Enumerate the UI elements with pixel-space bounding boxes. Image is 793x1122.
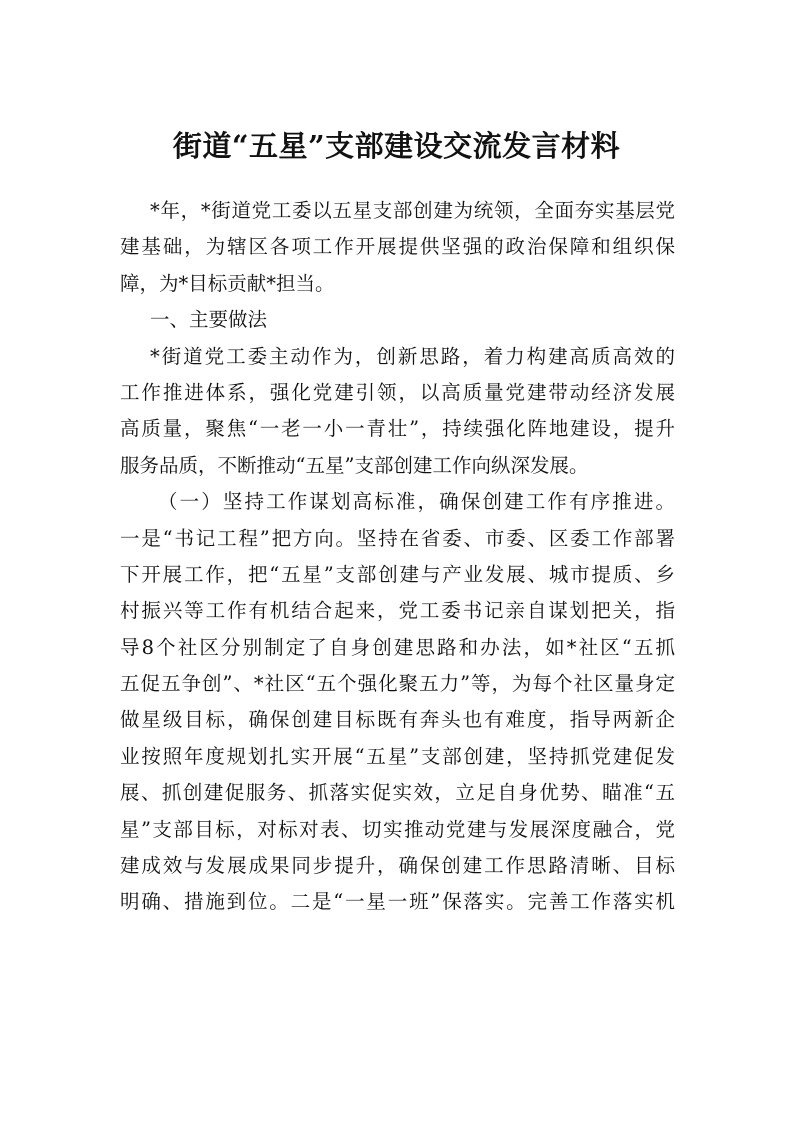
paragraph-line: 五促五争创”、*社区“五个强化聚五力”等，为每个社区量身定 bbox=[120, 672, 675, 696]
paragraph-line: 工作推进体系，强化党建引领，以高质量党建带动经济发展 bbox=[120, 380, 675, 404]
document-title: 街道“五星”支部建设交流发言材料 bbox=[172, 129, 621, 163]
paragraph-line: 下开展工作，把“五星”支部创建与产业发展、城市提质、乡 bbox=[120, 562, 675, 586]
paragraph-line: 一是“书记工程”把方向。坚持在省委、市委、区委工作部署 bbox=[120, 526, 675, 550]
paragraph-line: 村振兴等工作有机结合起来，党工委书记亲自谋划把关，指 bbox=[120, 599, 675, 623]
paragraph-line: 业按照年度规划扎实开展“五星”支部创建，坚持抓党建促发 bbox=[120, 744, 675, 768]
paragraph-line: 导8个社区分别制定了自身创建思路和办法，如*社区“五抓 bbox=[120, 635, 675, 659]
paragraph-line: 高质量，聚焦“一老一小一青壮”，持续强化阵地建设，提升 bbox=[120, 417, 675, 441]
paragraph-line: 展、抓创建促服务、抓落实促实效，立足自身优势、瞄准“五 bbox=[120, 781, 675, 805]
paragraph-line: 明确、措施到位。二是“一星一班”保落实。完善工作落实机 bbox=[120, 890, 675, 914]
paragraph-line: 障，为*目标贡献*担当。 bbox=[120, 271, 335, 295]
paragraph-line: *年，*街道党工委以五星支部创建为统领，全面夯实基层党 bbox=[150, 199, 675, 222]
document-body bbox=[120, 193, 675, 921]
subsection-heading: （一）坚持工作谋划高标准，确保创建工作有序推进。 bbox=[158, 490, 675, 514]
section-heading: 一、主要做法 bbox=[150, 308, 268, 332]
paragraph-line: 建成效与发展成果同步提升，确保创建工作思路清晰、目标 bbox=[120, 854, 675, 878]
paragraph-line: 做星级目标，确保创建目标既有奔头也有难度，指导两新企 bbox=[120, 708, 675, 732]
paragraph-line: *街道党工委主动作为，创新思路，着力构建高质高效的 bbox=[150, 344, 675, 368]
paragraph-line: 星”支部目标，对标对表、切实推动党建与发展深度融合，党 bbox=[120, 817, 675, 841]
paragraph-line: 建基础，为辖区各项工作开展提供坚强的政治保障和组织保 bbox=[120, 235, 675, 259]
paragraph-line: 服务品质，不断推动“五星”支部创建工作向纵深发展。 bbox=[120, 453, 589, 477]
